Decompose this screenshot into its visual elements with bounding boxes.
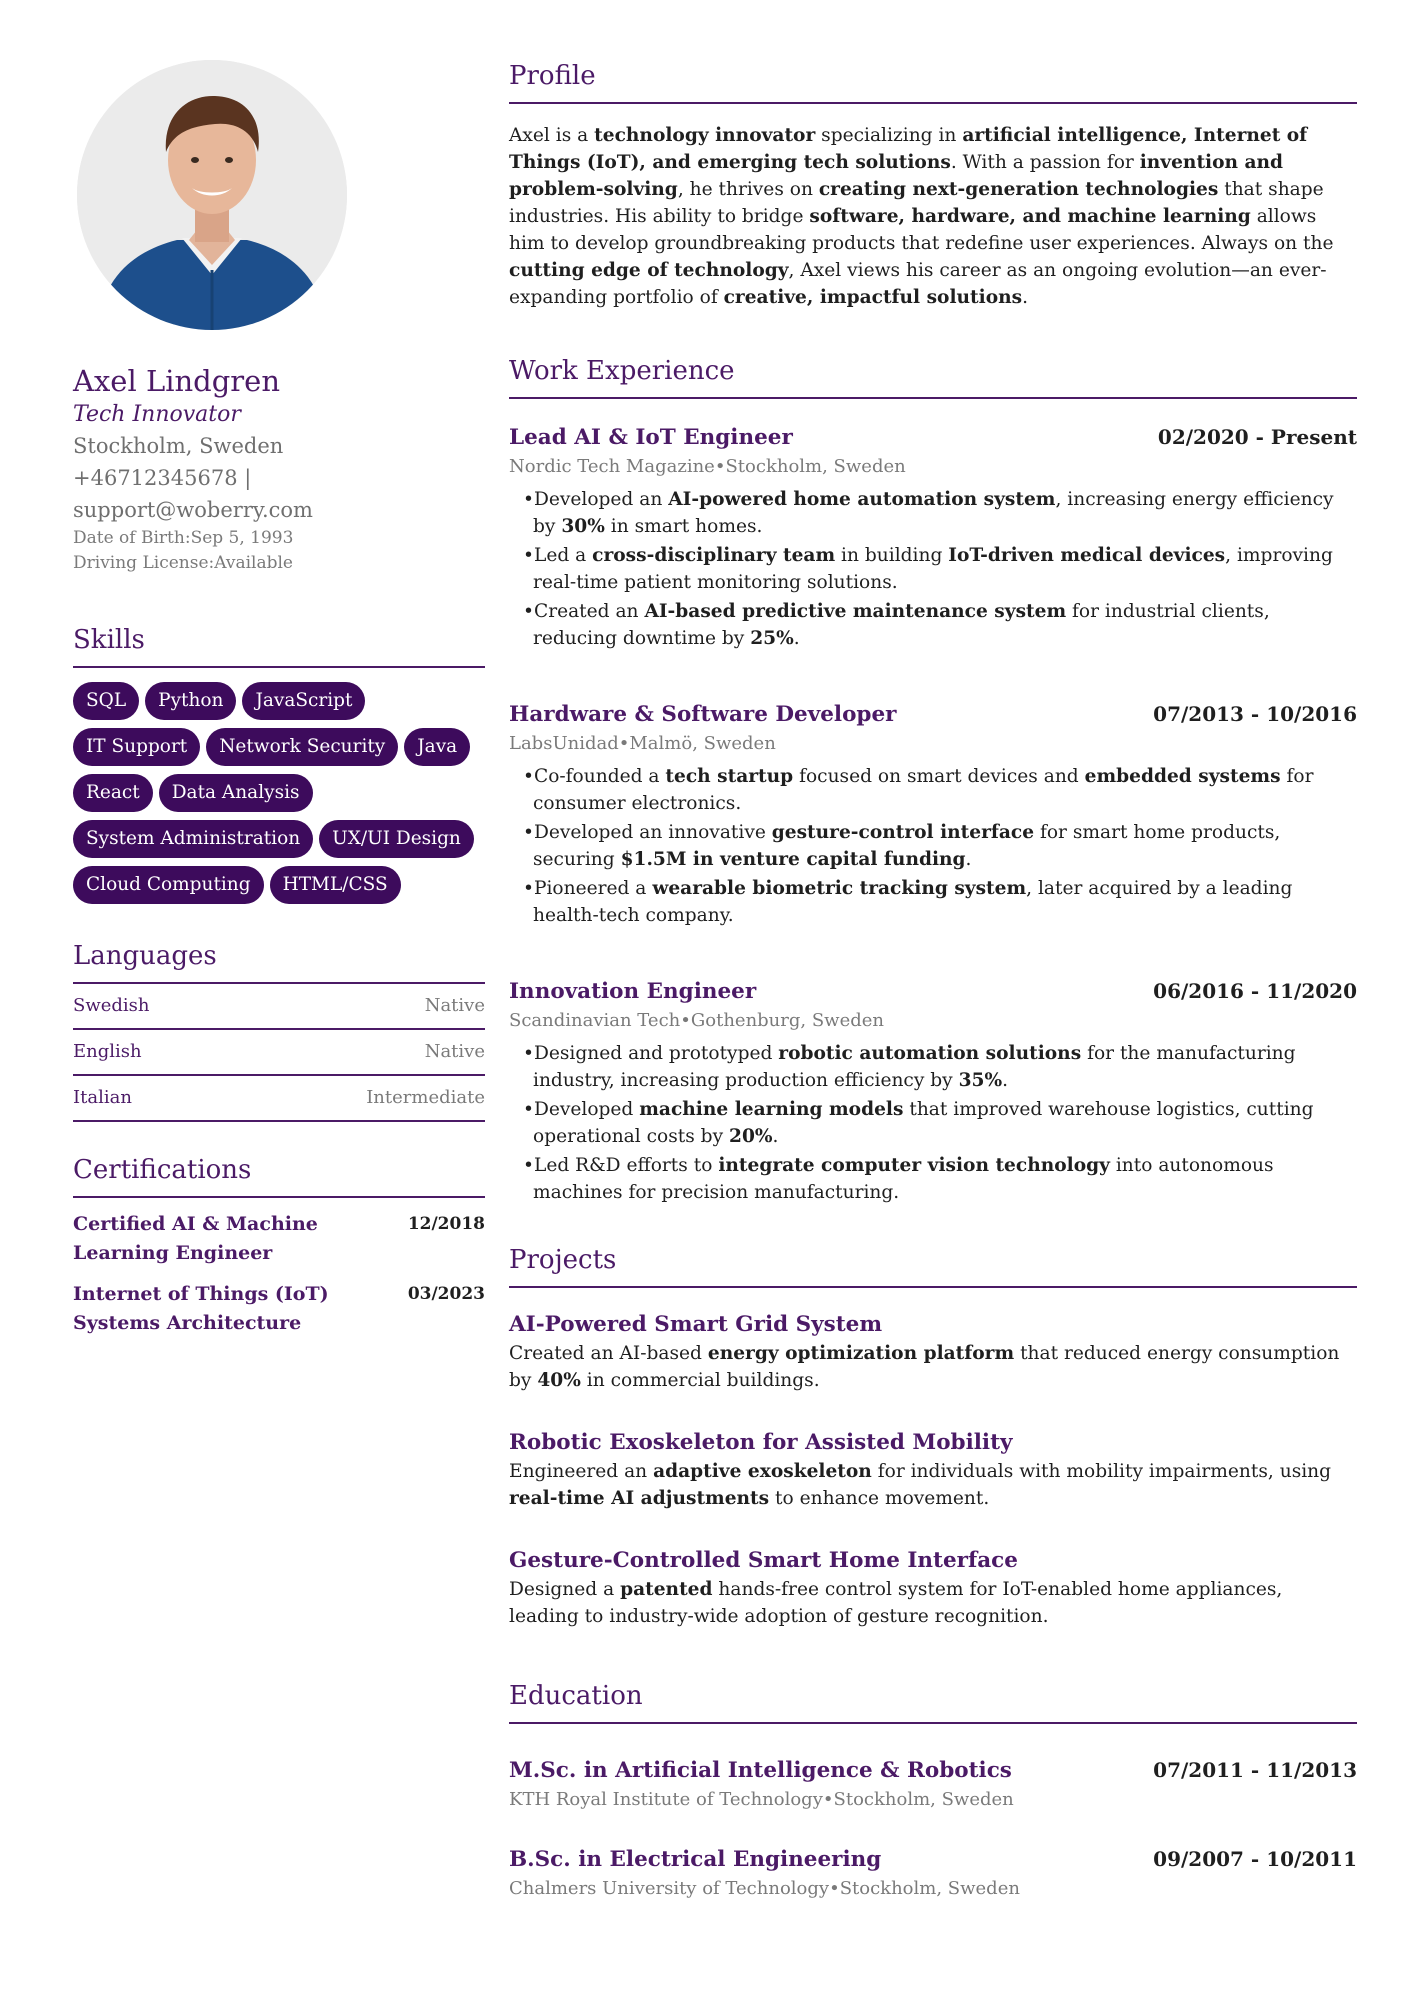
job-entry — [509, 421, 1357, 652]
job-entry — [509, 975, 1357, 1206]
bold-text: patented — [620, 1579, 713, 1600]
bold-text: 30% — [561, 516, 605, 537]
bold-text: tech startup — [665, 766, 794, 787]
education-list — [509, 1754, 1357, 1902]
text-run: for the manufacturing industry, increasing production efficiency by — [533, 1043, 1296, 1091]
project-description — [509, 1458, 1357, 1512]
text-run: for smart home products, securing — [533, 822, 1281, 870]
text-run: in smart homes. — [604, 516, 763, 537]
separator-dot: • — [714, 456, 726, 477]
bold-text: artificial intelligence, Internet of Things (IoT), and emerging tech solutions — [509, 125, 1308, 173]
bold-text: real-time AI adjustments — [509, 1488, 770, 1509]
bold-text: software, hardware, and machine learning — [809, 206, 1251, 227]
job-bullet — [523, 819, 1357, 873]
contact-line — [73, 462, 485, 526]
bold-text: 40% — [537, 1370, 581, 1391]
right-column — [509, 60, 1357, 1902]
certification-item — [73, 1210, 485, 1268]
job-location: Stockholm, Sweden — [725, 456, 906, 477]
job-bullets — [509, 763, 1357, 929]
profile-heading: Profile — [509, 60, 1357, 104]
language-row — [73, 1030, 485, 1076]
bold-text: AI-based predictive maintenance system — [644, 601, 1067, 622]
text-run: allows him to develop groundbreaking products that redefine user experiences. Always on the — [509, 206, 1334, 254]
job-bullet — [523, 1096, 1357, 1150]
left-column — [73, 60, 485, 1338]
candidate-location: Stockholm, Sweden — [73, 434, 284, 458]
text-run: Developed an innovative — [533, 822, 772, 843]
language-level: Native — [424, 995, 485, 1016]
job-header — [509, 975, 1357, 1008]
job-bullets — [509, 486, 1357, 652]
job-bullet — [523, 598, 1357, 652]
project-title: AI-Powered Smart Grid System — [509, 1312, 883, 1337]
bold-text: AI-powered home automation system — [668, 489, 1056, 510]
skill-tag: UX/UI Design — [319, 820, 474, 858]
text-run: , Axel views his career as an ongoing evolution—an ever-expanding portfolio of — [509, 260, 1327, 308]
languages-section — [73, 940, 485, 1122]
certifications-section — [73, 1154, 485, 1338]
text-run: . With a passion for — [950, 152, 1140, 173]
languages-heading: Languages — [73, 940, 485, 984]
separator-dot: • — [618, 733, 630, 754]
text-run: into autonomous machines for precision manufacturing. — [533, 1155, 1274, 1203]
text-run: Developed an — [533, 489, 669, 510]
text-run: Axel is a — [509, 125, 595, 146]
company-name: LabsUnidad — [509, 733, 619, 754]
separator-dot: • — [680, 1010, 691, 1031]
skill-tag: HTML/CSS — [270, 866, 401, 904]
language-level: Intermediate — [366, 1087, 485, 1108]
bold-text: machine learning models — [639, 1099, 904, 1120]
education-header — [509, 1754, 1357, 1787]
skill-tag: IT Support — [73, 728, 200, 766]
project-title: Robotic Exoskeleton for Assisted Mobility — [509, 1430, 1013, 1455]
separator-dot: • — [829, 1878, 840, 1899]
bold-text: creating next-generation technologies — [818, 179, 1219, 200]
project-entry — [509, 1546, 1357, 1630]
certifications-heading: Certifications — [73, 1154, 485, 1198]
bold-text: wearable biometric tracking system — [652, 878, 1027, 899]
school-name: Chalmers University of Technology — [509, 1878, 830, 1899]
certifications-list — [73, 1210, 485, 1338]
skill-tag: JavaScript — [242, 682, 365, 720]
school-line — [509, 1876, 1357, 1902]
education-entry — [509, 1843, 1357, 1902]
skill-tag: System Administration — [73, 820, 313, 858]
job-location: Malmö, Sweden — [629, 733, 776, 754]
project-description — [509, 1340, 1357, 1394]
certification-date: 03/2023 — [407, 1284, 485, 1304]
language-name: Swedish — [73, 995, 150, 1016]
skill-tag: React — [73, 774, 153, 812]
separator-dot: • — [822, 1789, 834, 1810]
text-run: specializing in — [815, 125, 963, 146]
skills-section — [73, 624, 485, 904]
job-company-line — [509, 454, 1357, 480]
job-list — [509, 421, 1357, 1206]
school-name: KTH Royal Institute of Technology — [509, 1789, 823, 1810]
text-run: that improved warehouse logistics, cutting operational costs by — [533, 1099, 1314, 1147]
bold-text: creative, impactful solutions — [723, 287, 1023, 308]
job-bullet — [523, 763, 1357, 817]
education-date: 09/2007 - 10/2011 — [1153, 1847, 1357, 1871]
text-run: Pioneered a — [533, 878, 653, 899]
education-date: 07/2011 - 11/2013 — [1153, 1758, 1357, 1782]
bold-text: cross-disciplinary team — [592, 545, 836, 566]
languages-list — [73, 984, 485, 1122]
skill-tag: SQL — [73, 682, 139, 720]
text-run: . — [772, 1126, 779, 1147]
project-title: Gesture-Controlled Smart Home Interface — [509, 1548, 1018, 1573]
profile-text — [509, 122, 1357, 311]
job-date: 06/2016 - 11/2020 — [1153, 979, 1357, 1003]
text-run: for individuals with mobility impairments, using — [871, 1461, 1332, 1482]
skill-tag: Network Security — [206, 728, 398, 766]
language-level: Native — [424, 1041, 485, 1062]
company-name: Nordic Tech Magazine — [509, 456, 715, 477]
project-entry — [509, 1310, 1357, 1394]
job-bullet — [523, 542, 1357, 596]
bold-text: adaptive exoskeleton — [653, 1461, 872, 1482]
bold-text: embedded systems — [1084, 766, 1281, 787]
text-run: that reduced energy consumption by — [509, 1343, 1340, 1391]
text-run: that shape industries. His ability to bridge — [509, 179, 1324, 227]
company-name: Scandinavian Tech — [509, 1010, 681, 1031]
text-run: for industrial clients, reducing downtime by — [533, 601, 1270, 649]
language-row — [73, 1076, 485, 1122]
text-run: to enhance movement. — [769, 1488, 990, 1509]
skill-tag: Python — [145, 682, 236, 720]
job-company-line — [509, 1008, 1357, 1034]
skills-heading: Skills — [73, 624, 485, 668]
job-title: Hardware & Software Developer — [509, 702, 897, 727]
bold-text: 20% — [729, 1126, 773, 1147]
certification-date: 12/2018 — [407, 1214, 485, 1234]
candidate-title: Tech Innovator — [73, 402, 241, 427]
phone-number: +46712345678 — [73, 466, 238, 490]
text-run: in commercial buildings. — [580, 1370, 820, 1391]
certification-name: Internet of Things (IoT) Systems Architecture — [73, 1283, 329, 1334]
job-bullet — [523, 875, 1357, 929]
bold-text: technology innovator — [594, 125, 816, 146]
bold-text: 35% — [958, 1070, 1003, 1091]
job-title: Innovation Engineer — [509, 979, 757, 1004]
contact-separator: | — [237, 466, 252, 490]
profile-photo-illustration — [77, 60, 347, 330]
text-run: Led a — [533, 545, 593, 566]
school-location: Stockholm, Sweden — [839, 1878, 1020, 1899]
email-address: support@woberry.com — [73, 498, 313, 522]
text-run: . — [793, 628, 800, 649]
project-entry — [509, 1428, 1357, 1512]
bold-text: robotic automation solutions — [778, 1043, 1082, 1064]
degree-title: M.Sc. in Artificial Intelligence & Robotics — [509, 1758, 1012, 1783]
date-of-birth — [73, 526, 485, 551]
text-run: Led R&D efforts to — [533, 1155, 719, 1176]
language-name: English — [73, 1041, 142, 1062]
profile-photo — [77, 60, 347, 330]
text-run: Created an — [533, 601, 645, 622]
job-date: 07/2013 - 10/2016 — [1153, 702, 1357, 726]
bold-text: gesture-control interface — [771, 822, 1035, 843]
text-run: . — [965, 849, 972, 870]
text-run: Developed — [533, 1099, 640, 1120]
text-run: for consumer electronics. — [533, 766, 1314, 814]
driving-license — [73, 551, 485, 576]
project-list — [509, 1310, 1357, 1630]
text-run: , improving real-time patient monitoring solutions. — [533, 545, 1333, 593]
skill-tag: Cloud Computing — [73, 866, 264, 904]
job-bullet — [523, 486, 1357, 540]
text-run: hands-free control system for IoT-enabled home appliances, leading to industry-wide adoption of gesture recognition. — [509, 1579, 1283, 1627]
profile-section — [509, 60, 1357, 311]
job-bullets — [509, 1040, 1357, 1206]
license-label: Driving License: — [73, 553, 215, 573]
bold-text: 25% — [750, 628, 794, 649]
text-run: Created an AI-based — [509, 1343, 708, 1364]
job-header — [509, 698, 1357, 731]
projects-heading: Projects — [509, 1244, 1357, 1288]
project-description — [509, 1576, 1357, 1630]
text-run: Designed and prototyped — [533, 1043, 779, 1064]
certification-item — [73, 1280, 485, 1338]
job-bullet — [523, 1040, 1357, 1094]
school-location: Stockholm, Sweden — [833, 1789, 1014, 1810]
text-run: Designed a — [509, 1579, 621, 1600]
school-line — [509, 1787, 1357, 1813]
text-run: Co-founded a — [533, 766, 666, 787]
text-run: , he thrives on — [677, 179, 819, 200]
education-header — [509, 1843, 1357, 1876]
language-name: Italian — [73, 1087, 132, 1108]
skills-tags — [73, 682, 485, 904]
bold-text: integrate computer vision technology — [718, 1155, 1110, 1176]
bold-text: energy optimization platform — [707, 1343, 1015, 1364]
certification-name: Certified AI & Machine Learning Engineer — [73, 1213, 318, 1264]
job-title: Lead AI & IoT Engineer — [509, 425, 793, 450]
dob-label: Date of Birth: — [73, 528, 191, 548]
work-section — [509, 355, 1357, 1206]
job-bullet — [523, 1152, 1357, 1206]
skill-tag: Java — [404, 728, 470, 766]
job-company-line — [509, 731, 1357, 757]
text-run: Engineered an — [509, 1461, 654, 1482]
language-row — [73, 984, 485, 1030]
work-heading: Work Experience — [509, 355, 1357, 399]
text-run: focused on smart devices and — [793, 766, 1085, 787]
text-run: in building — [835, 545, 949, 566]
license-value: Available — [214, 553, 293, 573]
bold-text: invention and problem-solving — [509, 152, 1284, 200]
bold-text: cutting edge of technology — [509, 260, 789, 281]
degree-title: B.Sc. in Electrical Engineering — [509, 1847, 882, 1872]
bold-text: $1.5M in venture capital funding — [620, 849, 966, 870]
projects-section — [509, 1244, 1357, 1630]
candidate-name: Axel Lindgren — [73, 364, 280, 398]
job-header — [509, 421, 1357, 454]
text-run: , later acquired by a leading health-tech company. — [533, 878, 1293, 926]
education-section — [509, 1680, 1357, 1902]
job-entry — [509, 698, 1357, 929]
job-date: 02/2020 - Present — [1157, 425, 1357, 449]
dob-value: Sep 5, 1993 — [190, 528, 294, 548]
text-run: . — [1002, 1070, 1009, 1091]
text-run: , increasing energy efficiency by — [533, 489, 1334, 537]
job-location: Gothenburg, Sweden — [690, 1010, 885, 1031]
bold-text: IoT-driven medical devices — [948, 545, 1226, 566]
skill-tag: Data Analysis — [159, 774, 313, 812]
education-heading: Education — [509, 1680, 1357, 1724]
education-entry — [509, 1754, 1357, 1813]
text-run: . — [1022, 287, 1029, 308]
